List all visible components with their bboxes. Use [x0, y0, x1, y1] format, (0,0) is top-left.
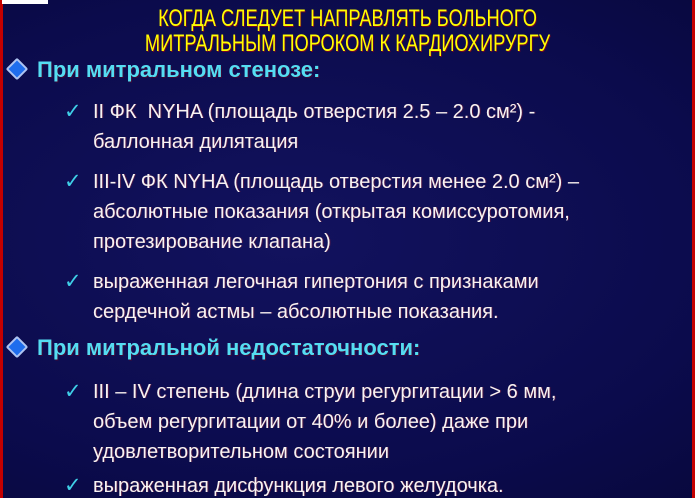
bullet-line: выраженная дисфункция левого желудочка. [93, 475, 504, 497]
bullet-line: III-IV ФК NYHA (площадь отверстия менее 2.0 см²) – [93, 171, 579, 193]
top-white-artifact [2, 0, 48, 4]
bullet-text [93, 97, 535, 157]
diamond-bullet-icon [6, 58, 29, 81]
bullet-text [93, 377, 556, 467]
title-line-2: МИТРАЛЬНЫМ ПОРОКОМ К КАРДИОХИРУРГУ [144, 30, 551, 57]
checkmark-icon: ✓ [64, 474, 82, 497]
bullet-line: II ФК NYHA (площадь отверстия 2.5 – 2.0 см²) - [93, 101, 536, 123]
checkmark-icon: ✓ [64, 100, 82, 123]
bullet-line: III – IV степень (длина струи регургитации > 6 мм, [93, 381, 557, 403]
bullet-line: абсолютные показания (открытая комиссуротомия, [93, 201, 570, 223]
bullet-text [93, 471, 504, 498]
bullet-line: сердечной астмы – абсолютные показания. [93, 301, 499, 323]
section-heading-label: При митральном стенозе: [37, 57, 321, 82]
diamond-bullet-icon [6, 336, 29, 359]
bullet-line: удовлетворительном состоянии [93, 441, 389, 463]
title-line-1: КОГДА СЛЕДУЕТ НАПРАВЛЯТЬ БОЛЬНОГО [158, 5, 537, 32]
bullet-line: выраженная легочная гипертония с признаками [93, 271, 539, 293]
checkmark-icon: ✓ [64, 270, 82, 293]
checkmark-icon: ✓ [64, 170, 82, 193]
bullet-text [93, 167, 579, 257]
bullet-line: протезирование клапана) [93, 231, 331, 253]
section-heading-label: При митральной недостаточности: [37, 335, 421, 360]
bullet-text [93, 267, 539, 327]
bullet-line: баллонная дилятация [93, 131, 299, 153]
slide-border-left [0, 0, 3, 498]
bullet-line: объем регургитации от 40% и более) даже при [93, 411, 529, 433]
slide-title [3, 6, 692, 56]
checkmark-icon: ✓ [64, 380, 82, 403]
